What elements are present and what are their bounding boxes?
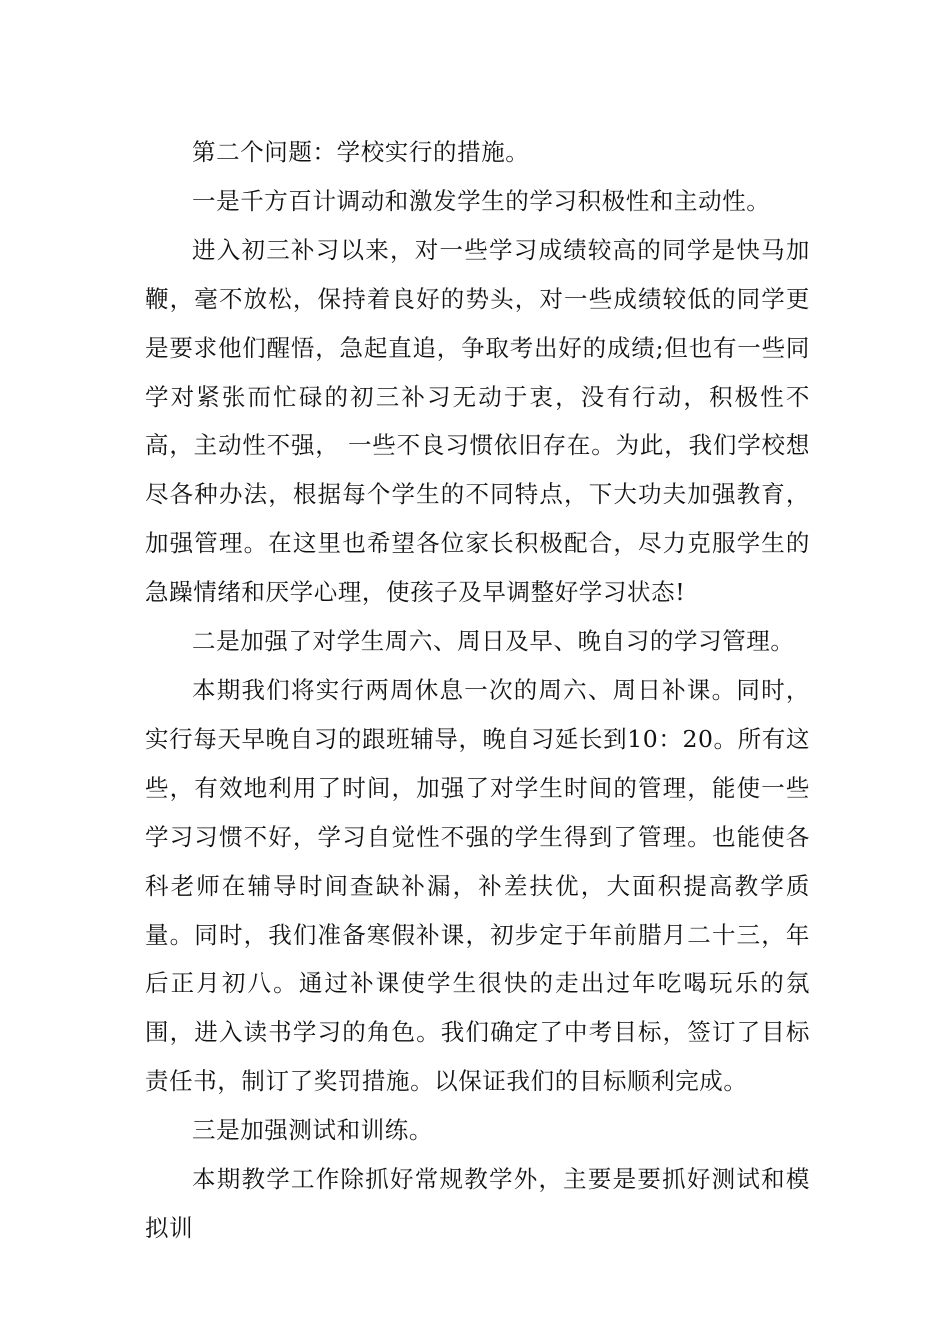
paragraph-point-three: 三是加强测试和训练。 [192,1116,433,1145]
paragraph-point-one-body: 进入初三补习以来，对一些学习成绩较高的同学是快马加鞭，毫不放松，保持着良好的势头，对一些成绩较低的同学更是要求他们醒悟，急起直追，争取考出好的成绩;但也有一些同学对紧张而忙碌的初三补习无动于衷，没有行动，积极性不高，主动性不强， 一些不良习惯依旧存在。为此，我们学校想尽各种办法，根据每个学生的不同特点，下大功夫加强教育，加强管理。在这里也希望各位家长积极配合，尽力克服学生的急躁情绪和厌学心理，使孩子及早调整好学习状态! [145,235,810,607]
paragraph-heading-problem-two: 第二个问题：学校实行的措施。 [192,138,530,166]
paragraph-point-three-body: 本期教学工作除抓好常规教学外，主要是要抓好测试和模拟训 [145,1165,810,1242]
paragraph-point-two-body: 本期我们将实行两周休息一次的周六、周日补课。同时，实行每天早晚自习的跟班辅导，晚自习延长到10：20。所有这些，有效地利用了时间，加强了对学生时间的管理，能使一些学习习惯不好，学习自觉性不强的学生得到了管理。也能使各科老师在辅导时间查缺补漏，补差扶优，大面积提高教学质量。同时，我们准备寒假补课，初步定于年前腊月二十三，年后正月初八。通过补课使学生很快的走出过年吃喝玩乐的氛围，进入读书学习的角色。我们确定了中考目标，签订了目标责任书，制订了奖罚措施。以保证我们的目标顺利完成。 [145,675,810,1096]
paragraph-point-one: 一是千方百计调动和激发学生的学习积极性和主动性。 [192,186,771,215]
paragraph-point-two: 二是加强了对学生周六、周日及早、晚自习的学习管理。 [192,627,795,656]
document-body [145,128,810,1253]
